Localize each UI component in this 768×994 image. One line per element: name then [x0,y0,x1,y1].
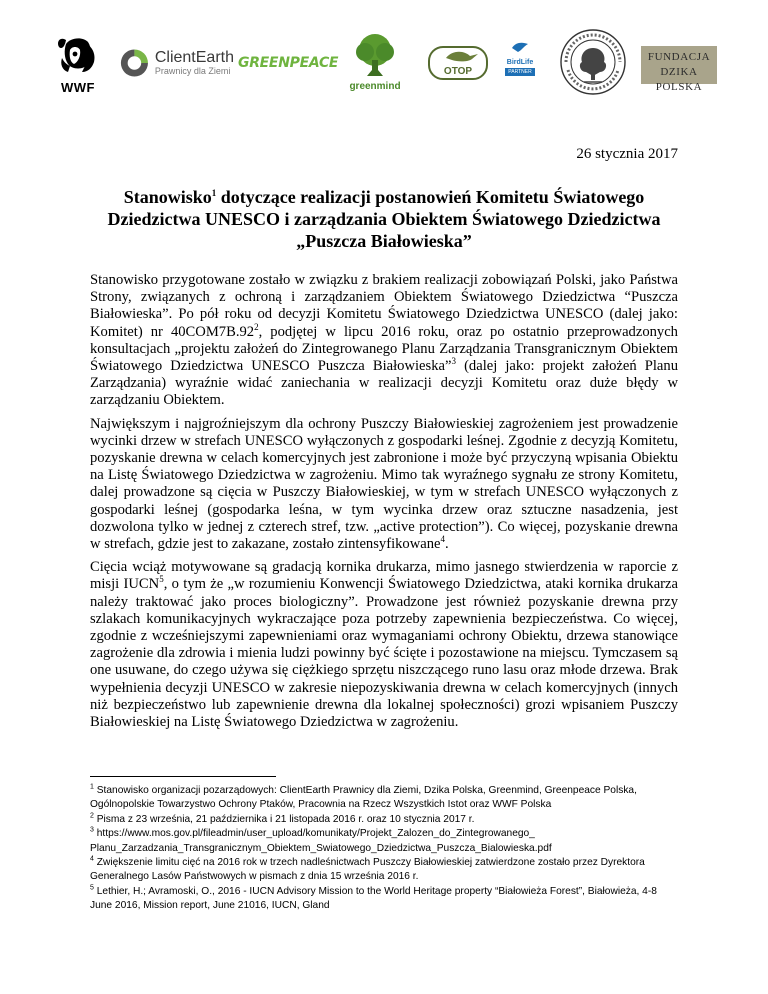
dzika-line2: DZIKA POLSKA [655,66,703,93]
panda-icon [56,34,100,74]
wwf-logo [52,32,104,94]
birdlife-logo [498,40,542,102]
footnote-text: https://www.mos.gov.pl/fileadmin/user_upload/komunikaty/Projekt_Zalozen_do_Zintegrowanego_ Planu_Zarzadzania_Transgranicznym_Obiektem_Swiatowego_Dziedzictwa_Puszcza_Bialowieska.pdf [90,828,552,854]
footnote-ref-2: 2 [254,321,259,332]
tree-icon [351,32,399,78]
greenmind-wordmark: greenmind [349,81,401,92]
paragraph-1 [90,272,678,410]
footnotes [90,784,680,914]
dzika-polska-logo [641,46,717,93]
p3-text-b: , o tym że „w rozumieniu Konwencji Światowego Dziedzictwa, ataki kornika drukarza należy traktować jako proces biologiczny”. Prowadzone jest również pozyskanie drewna przy szlakach komunikacyjnych wykraczające poza potrzeby zapewnienia bezpieczeństwa. Co więcej, zgodnie z wcześniejszymi zapewnieniami oraz wymaganiami ochrony Obiektu, drzewa stanowiące zagrożenie dla zdrowia i mienia ludzi powinny być ścięte i pozostawione na miejscu. Tymczasem są one usuwane, do czego używa się ciężkiego sprzętu niszczącego runo lasu oraz młode drzewa. Brak wypełnienia decyzji UNESCO w zakresie niepozyskiwania drewna w celach komercyjnych (innych niż bezpieczeństwo lub zapewnienie drewna dla lokalnej społeczności) grozi wpisaniem Puszczy Białowieskiej na Listę Światowego Dziedzictwa w zagrożeniu. [90,576,678,731]
footnote-ref-4: 4 [440,534,446,545]
footnote-text: Zwiększenie limitu cięć na 2016 rok w trzech nadleśnictwach Puszczy Białowieskiej zatwierdzone zostało przez Dyrektora Generalnego Lasów Państwowych w pismach z dnia 15 września 2016 r. [90,857,645,883]
bird-icon [510,40,530,54]
footnote-number: 1 [90,783,94,791]
footnote-text: Stanowisko organizacji pozarządowych: ClientEarth Prawnicy dla Ziemi, Dzika Polska, Greenmind, Greenpeace Polska, Ogólnopolskie Towarzystwo Ochrony Ptaków, Pracownia na Rzecz Wszystkich Istot oraz WWF Polska [90,785,637,811]
footnote [90,827,680,856]
document-date: 26 stycznia 2017 [576,146,678,162]
birdlife-partner-badge: PARTNER [505,68,535,76]
footnote [90,813,680,827]
footnote-number: 3 [90,826,94,834]
p2-text-a: Największym i najgroźniejszym dla ochrony Puszczy Białowieskiej zagrożeniem jest prowadzenie wycinki drzew w strefach UNESCO wyłączonych z gospodarki leśnej. Zgodnie z decyzją Komitetu, pozyskanie drewna w celach komercyjnych jest zabronione i może być przyczyną wpisania Obiektu na Listę Światowego Dziedzictwa w zagrożeniu. Mimo tak wyraźnego sygnału ze strony Komitetu, dalej prowadzone są cięcia w Puszczy Białowieskiej, w tym w strefach UNESCO wyłączonych z gospodarki leśnej (gospodarka leśna, w tym wycinka drzew oraz sztuczne nasadzenia, jest dozwolona tylko w jednej z czterech stref, tzw. „active protection”). Co więcej, pozyskanie drewna w strefach, gdzie jest to zakazane, zostało zintensyfikowane [90,415,678,553]
otop-logo [428,46,488,80]
footnote-separator [90,776,276,777]
footnote-number: 2 [90,812,94,820]
document-body [90,272,678,737]
title-part-1: Stanowisko [123,187,212,207]
footnote [90,784,680,813]
clientearth-subtitle: Prawnicy dla Ziemi [154,66,231,76]
greenpeace-logo: GREENPEACE [238,55,339,71]
footnote-number: 4 [90,855,94,863]
paragraph-2 [90,416,678,554]
title-part-2: dotyczące realizacji postanowień Komitetu Światowego Dziedzictwa UNESCO i zarządzania Obiektem Światowego Dziedzictwa „Puszcza Białowieska” [107,187,661,251]
footnote-text: Lethier, H.; Avramoski, O., 2016 - IUCN Advisory Mission to the World Heritage property “Białowieża Forest”, Białowieża, 4-8 June 2016, Mission report, June 21016, IUCN, Gland [90,885,657,912]
footnote-ref-5: 5 [159,574,164,585]
seal-icon [558,26,628,98]
p3-text-a: Cięcia wciąż motywowane są gradacją kornika drukarza, mimo jasnego stwierdzenia w raporcie z misji IUCN [90,559,678,593]
clientearth-mark-icon [118,46,151,80]
footnote-text: Pisma z 23 września, 21 października i 21 listopada 2016 r. oraz 10 stycznia 2017 r. [93,813,475,825]
p2-text-b: . [445,536,449,553]
greenmind-logo [345,32,405,94]
p1-text-c: (dalej jako: projekt założeń Planu Zarządzania) wyraźnie widać zaniechania w realizacji decyzji Komitetu oraz duże błędy w zarządzaniu Obiektem. [90,358,678,409]
footnote [90,856,680,885]
otop-wordmark: OTOP [443,66,473,77]
dzika-line1: FUNDACJA [647,51,711,63]
footnote [90,885,680,914]
p1-text-b: , podjętej w lipcu 2016 roku, oraz po ostatnio przeprowadzonych konsultacjach „projektu założeń do Zintegrowanego Planu Zarządzania Transgranicznym Obiektem Światowego Dziedzictwa UNESCO Puszcza Białowieska” [90,323,678,375]
logo-row [52,32,716,94]
wwf-wordmark: WWF [61,80,95,95]
footnote-ref-3: 3 [451,356,456,367]
p1-text-a: Stanowisko przygotowane zostało w związku z brakiem realizacji zobowiązań Polski, jako Państwa Strony, związanych z ochroną i zarządzaniem Obiektem Światowego Dziedzictwa “Puszcza Białowieska”. Po pół roku od decyzji Komitetu Światowego Dziedzictwa UNESCO (dalej jako: Komitet) nr 40COM7B.92 [90,272,678,340]
document-title [80,186,688,252]
otop-bird-icon [428,46,488,80]
clientearth-name: ClientEarth [154,49,234,66]
clientearth-logo [118,32,234,94]
footnote-number: 5 [90,884,94,892]
title-footnote-ref: 1 [211,188,217,198]
pracownia-seal-logo [558,26,628,98]
birdlife-wordmark: BirdLife [506,59,534,66]
paragraph-3 [90,559,678,731]
